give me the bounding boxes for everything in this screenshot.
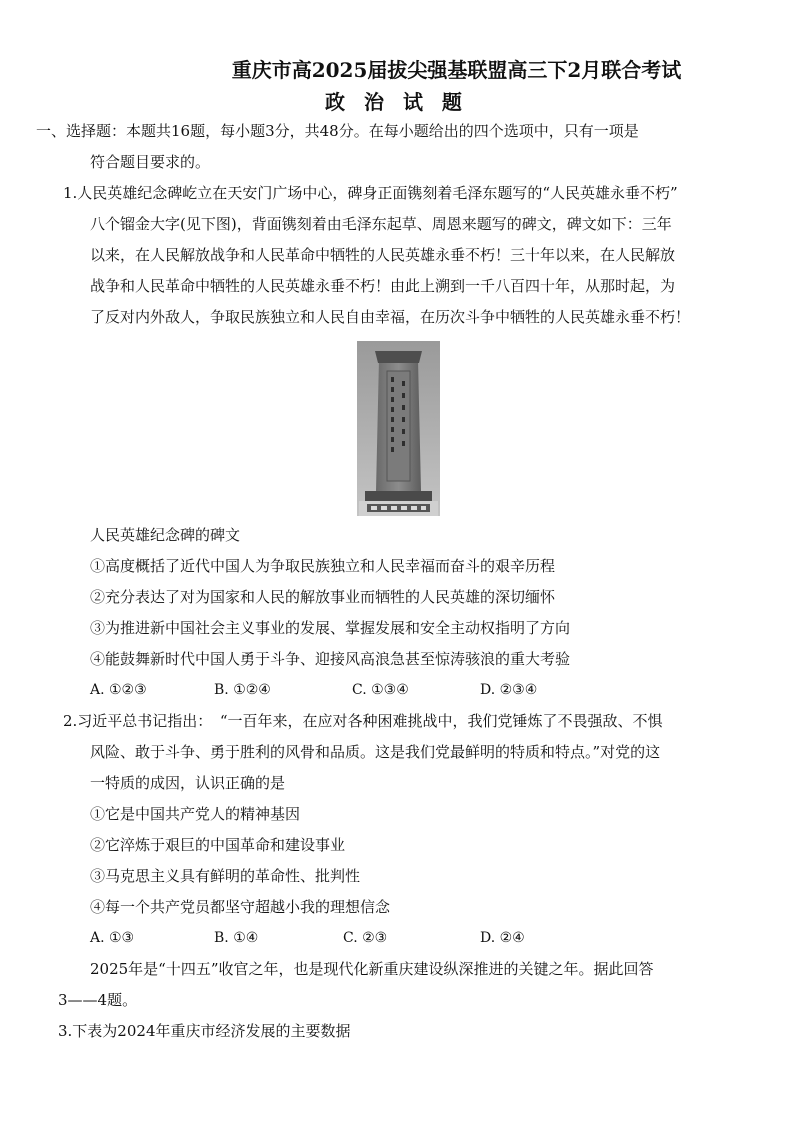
intro-paragraph-cont: 3——4题。 [58,991,138,1009]
q2-option-c[interactable]: C. ②③ [343,930,388,946]
q1-options [0,680,793,700]
subject-title: 政 治 试 题 [325,90,468,114]
q2-statement: ②它淬炼于艰巨的中国革命和建设事业 [90,836,346,854]
q1-statement: ②充分表达了对为国家和人民的解放事业而牺牲的人民英雄的深切缅怀 [90,588,556,606]
q1-statement: ③为推进新中国社会主义事业的发展、掌握发展和安全主动权指明了方向 [90,619,571,637]
q2-line: 风险、敢于斗争、勇于胜利的风骨和品质。这是我们党最鲜明的特质和特点。”对党的这 [90,743,661,761]
q1-line: 战争和人民革命中牺牲的人民英雄永垂不朽！由此上溯到一千八百四十年，从那时起，为 [90,277,676,295]
q2-option-d[interactable]: D. ②④ [480,930,525,946]
exam-title: 重庆市高2025届拔尖强基联盟高三下2月联合考试 [231,58,682,82]
q1-line: 八个镏金大字(见下图)，背面镌刻着由毛泽东起草、周恩来题写的碑文，碑文如下：三年 [90,215,672,233]
q1-line: 了反对内外敌人，争取民族独立和人民自由幸福，在历次斗争中牺牲的人民英雄永垂不朽！ [90,308,691,326]
intro-paragraph: 2025年是“十四五”收官之年，也是现代化新重庆建设纵深推进的关键之年。据此回答 [90,960,654,978]
q1-line: 以来，在人民解放战争和人民革命中牺牲的人民英雄永垂不朽！三十年以来，在人民解放 [90,246,676,264]
q2-statement: ④每一个共产党员都坚守超越小我的理想信念 [90,898,391,916]
section-heading-cont: 符合题目要求的。 [90,153,211,171]
q1-option-a[interactable]: A. ①②③ [90,682,147,698]
q1-option-b[interactable]: B. ①②④ [214,682,271,698]
q1-statement: ①高度概括了近代中国人为争取民族独立和人民幸福而奋斗的艰辛历程 [90,557,556,575]
q2-line: 2.习近平总书记指出： “一百年来，在应对各种困难挑战中，我们党锤炼了不畏强敌、不惧 [63,712,663,730]
q2-option-b[interactable]: B. ①④ [214,930,259,946]
monument-photo [357,341,440,516]
q2-line: 一特质的成因，认识正确的是 [90,774,286,792]
q1-statement: ④能鼓舞新时代中国人勇于斗争、迎接风高浪急甚至惊涛骇浪的重大考验 [90,650,571,668]
q3-line: 3.下表为2024年重庆市经济发展的主要数据 [58,1022,351,1040]
q1-stem: 人民英雄纪念碑的碑文 [90,526,241,544]
q1-line: 1.人民英雄纪念碑屹立在天安门广场中心，碑身正面镌刻着毛泽东题写的“人民英雄永垂不朽” [63,184,678,202]
q1-option-c[interactable]: C. ①③④ [352,682,409,698]
q2-options [0,928,793,948]
monument-icon [357,341,440,516]
q2-statement: ③马克思主义具有鲜明的革命性、批判性 [90,867,361,885]
q2-statement: ①它是中国共产党人的精神基因 [90,805,301,823]
section-heading: 一、选择题：本题共16题，每小题3分，共48分。在每小题给出的四个选项中，只有一项是 [36,122,639,140]
q1-option-d[interactable]: D. ②③④ [480,682,538,698]
q2-option-a[interactable]: A. ①③ [90,930,135,946]
